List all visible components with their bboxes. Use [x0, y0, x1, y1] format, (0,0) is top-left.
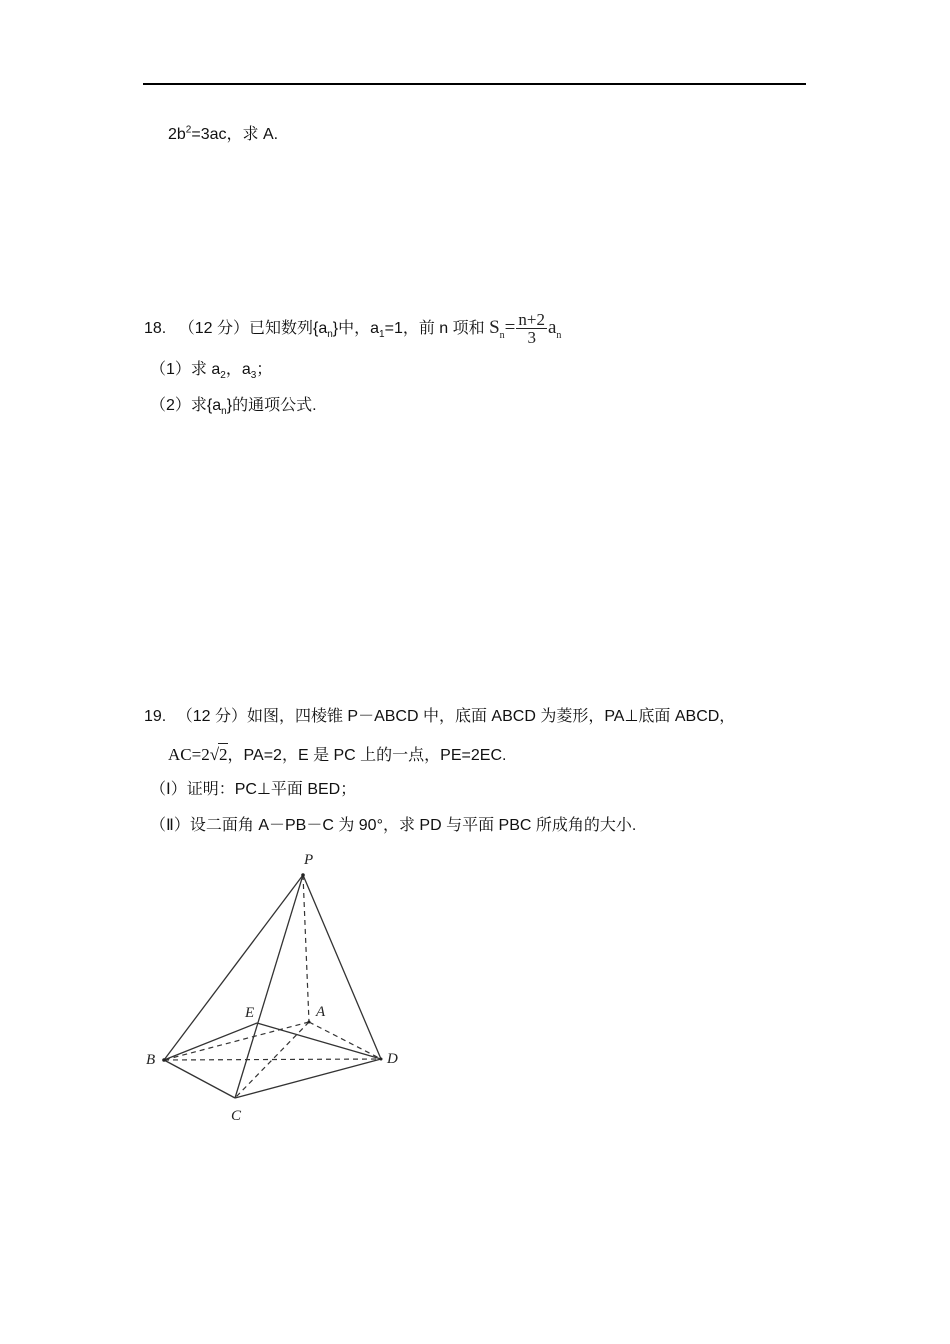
sqrt-radicand: 2 [219, 745, 228, 764]
q19-part1: （Ⅰ）证明：PC⊥平面 BED； [150, 781, 357, 798]
sn-lhs-sub: n [499, 329, 505, 341]
label-D: D [387, 1051, 398, 1067]
q17-text-end: =3ac，求 A. [191, 126, 279, 143]
sn-formula [489, 310, 562, 347]
edge-ED [257, 1023, 381, 1059]
label-B: B [146, 1052, 156, 1068]
header-rule [143, 83, 806, 85]
q18-score: （12 分） [178, 319, 249, 337]
ac-formula: AC=2 [168, 745, 210, 764]
q19-text-line1: 如图，四棱锥 P－ABCD 中，底面 ABCD 为菱形，PA⊥底面 ABCD， [246, 708, 736, 725]
sqrt-symbol: √ [209, 745, 220, 764]
edge-CD [235, 1059, 381, 1098]
edge-BC [164, 1060, 235, 1098]
q18-part1-sub2: 3 [250, 370, 257, 382]
label-C: C [231, 1108, 242, 1124]
q19-part2: （Ⅱ）设二面角 A－PB－C 为 90°，求 PD 与平面 PBC 所成角的大小. [150, 817, 637, 834]
pyramid-figure [140, 840, 420, 1130]
sn-denominator: 3 [527, 328, 536, 347]
q18-text-b: 中，a [338, 319, 380, 337]
q18-seq-close: } [332, 319, 339, 337]
q18-part1-label: （1）求 a [150, 361, 221, 378]
edge-AB [164, 1022, 309, 1060]
edge-AD [309, 1022, 381, 1059]
q18-part2 [150, 395, 317, 417]
q18-part1 [150, 359, 272, 381]
q19-stem [144, 706, 735, 728]
q18-part1-sub1: 2 [220, 370, 226, 382]
q18-text-c: =1，前 n 项和 [384, 319, 485, 337]
q19-score: （12 分） [176, 708, 247, 725]
edge-PD [303, 875, 381, 1059]
q19-text-line2: ，PA=2，E 是 PC 上的一点，PE=2EC. [227, 747, 507, 764]
vertex-P [301, 873, 305, 877]
sn-fraction [516, 311, 547, 346]
q18-part2-label: （2）求{a [150, 397, 222, 414]
q18-part1-mid: ，a [225, 361, 251, 378]
q18-a1-sub: 1 [379, 329, 385, 341]
q18-part2-end: }的通项公式. [226, 397, 317, 414]
vertex-D [380, 1058, 383, 1061]
q19-stem-line2 [168, 743, 506, 767]
edge-PC [235, 875, 303, 1098]
q18-part1-end: ； [256, 361, 273, 378]
label-P: P [304, 852, 314, 868]
sn-lhs: S [489, 316, 500, 338]
edge-PA [303, 875, 309, 1022]
q17-sup: 2 [185, 124, 192, 136]
q18-seq: {a [312, 319, 328, 337]
edge-BD [164, 1059, 381, 1060]
sn-eq: = [504, 316, 516, 338]
q17-text: 2b [168, 126, 186, 143]
sn-numerator: n+2 [518, 310, 545, 329]
q18-number: 18. [144, 319, 167, 337]
q18-stem [144, 311, 561, 346]
sn-rhs: a [547, 316, 557, 338]
q19-number: 19. [144, 708, 167, 725]
q17-continuation [168, 124, 278, 146]
vertex-A [308, 1021, 311, 1024]
q18-seq-sub: n [327, 329, 333, 341]
vertex-B [162, 1058, 166, 1062]
label-E: E [245, 1005, 255, 1021]
label-A: A [316, 1004, 326, 1020]
q18-text: 已知数列 [248, 319, 313, 337]
q18-part2-sub: n [221, 406, 227, 418]
sn-rhs-sub: n [556, 329, 562, 341]
